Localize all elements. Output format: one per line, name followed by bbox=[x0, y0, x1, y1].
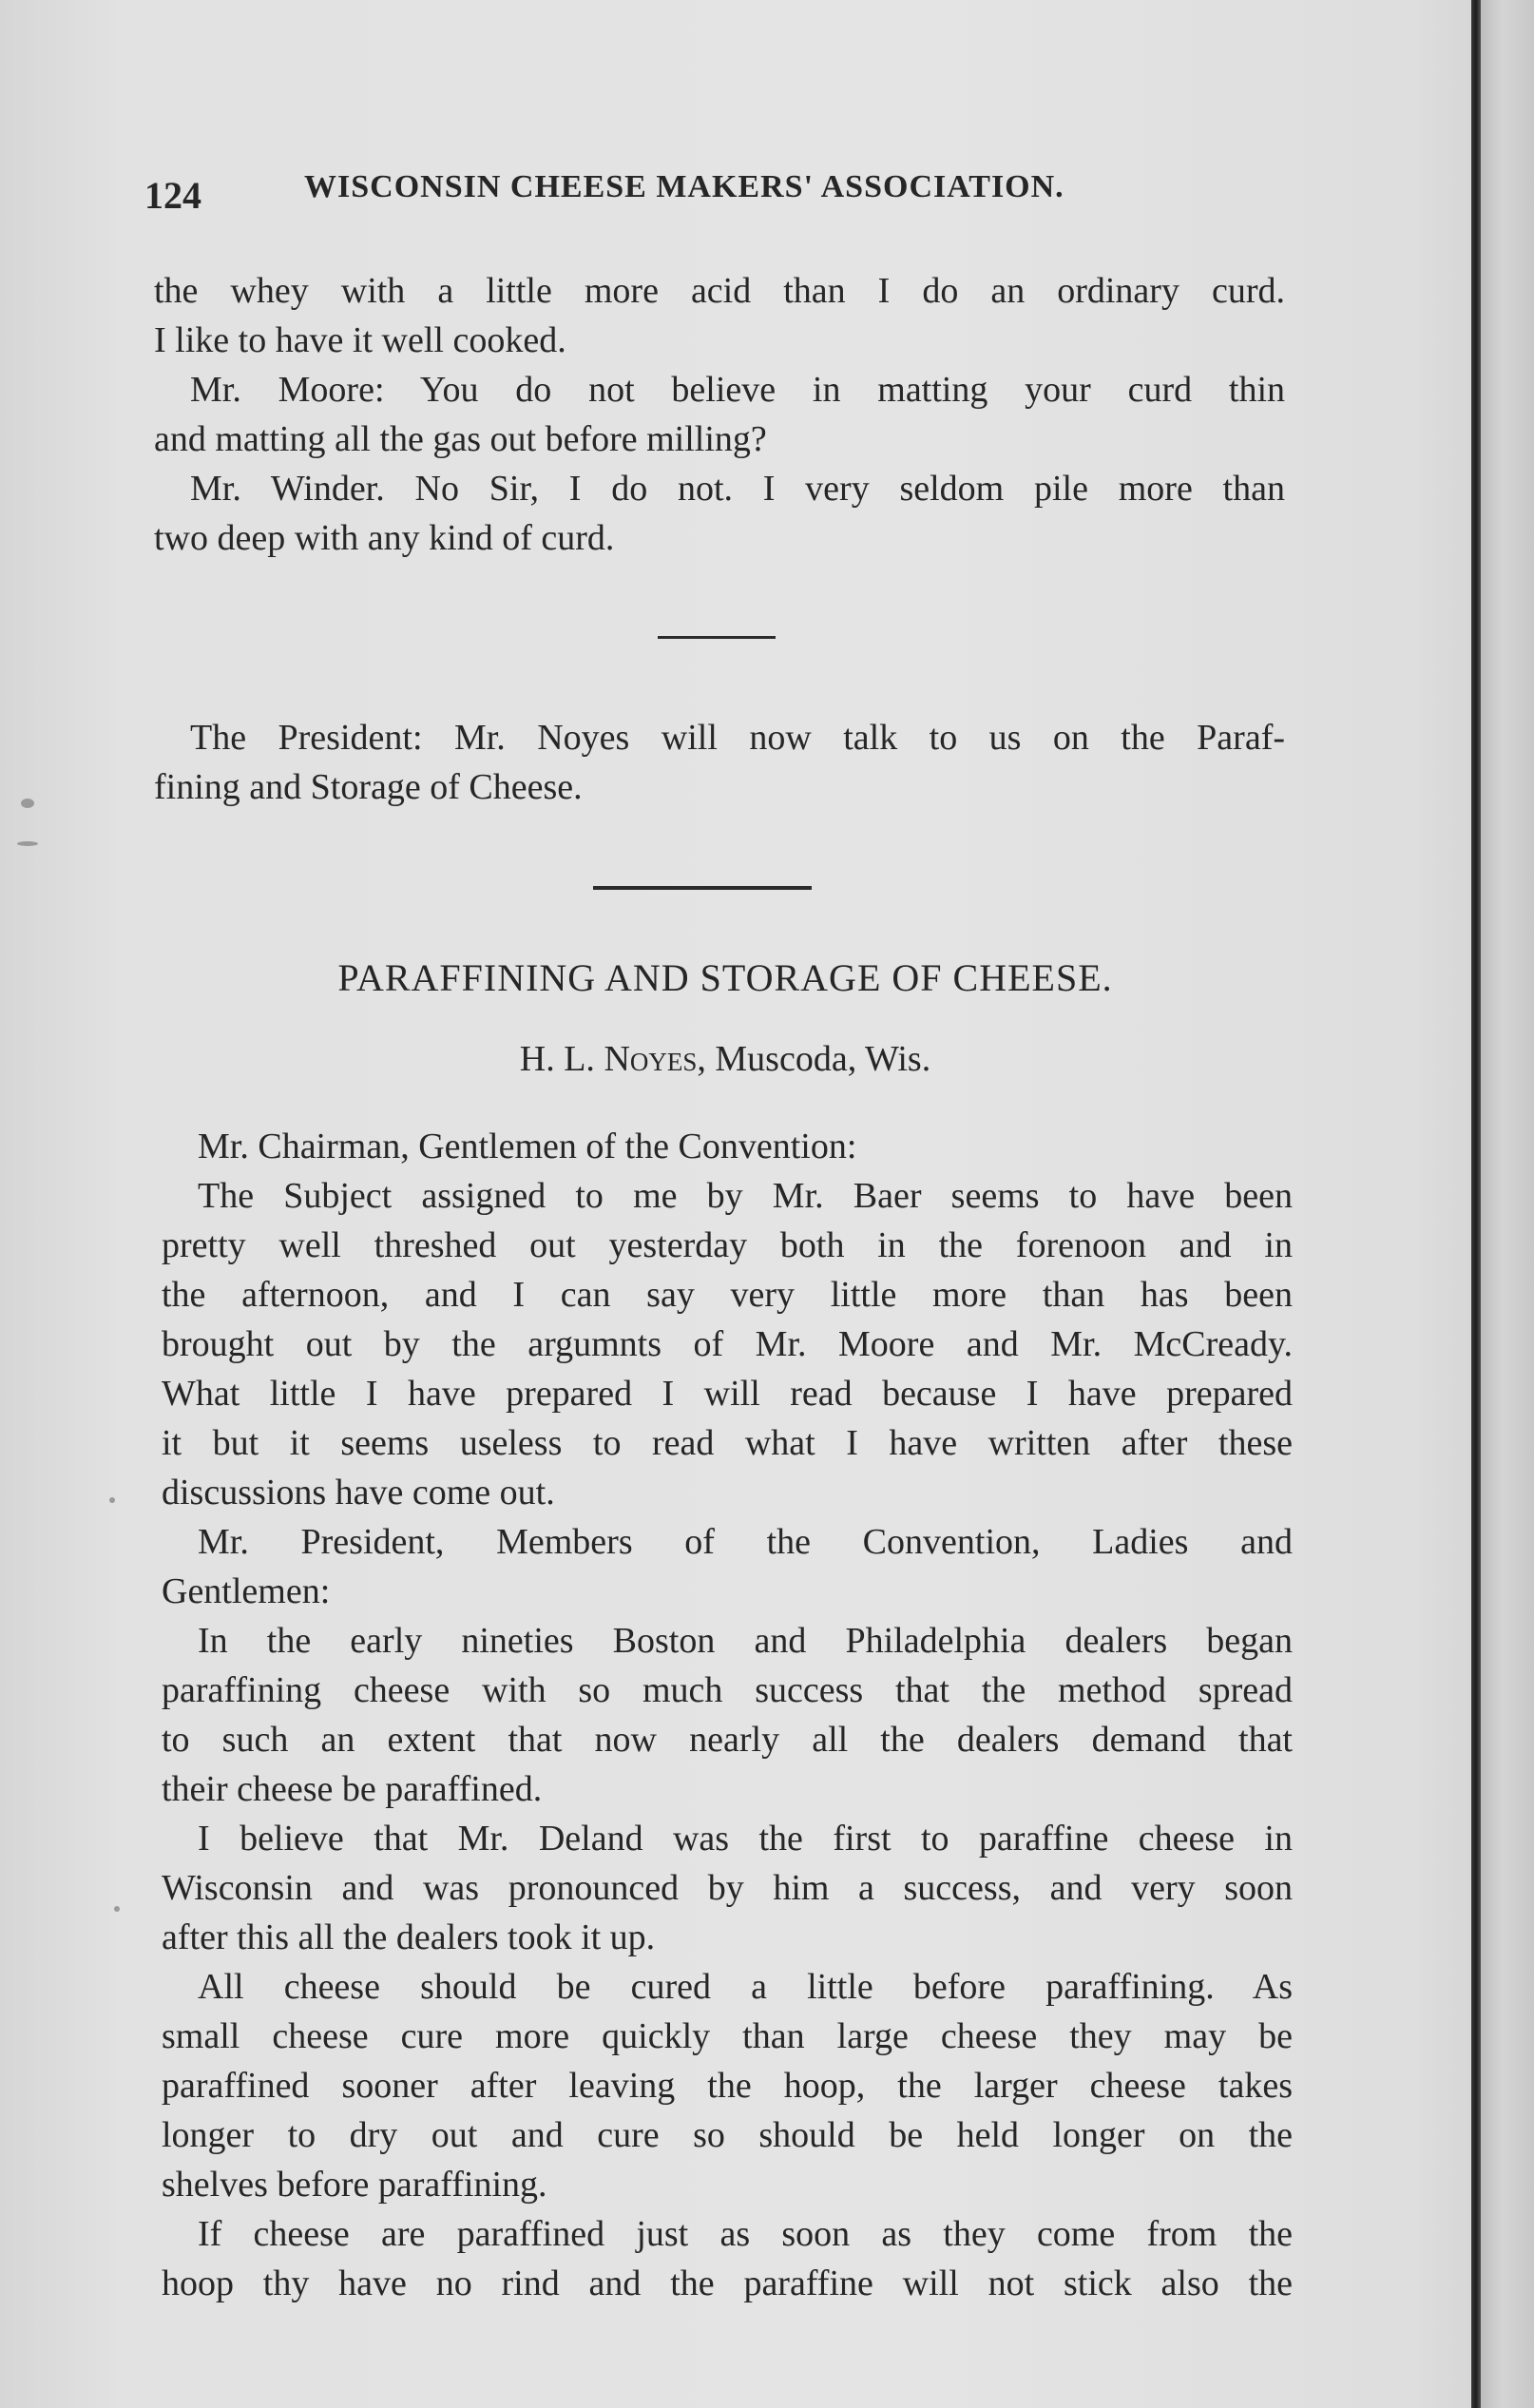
text-line: Mr. Moore: You do not believe in matting your curd thin bbox=[190, 370, 1285, 410]
author-name: Noyes bbox=[604, 1039, 698, 1079]
paper-speck bbox=[21, 799, 34, 808]
text-line: Mr. Winder. No Sir, I do not. I very seldom pile more than bbox=[190, 469, 1285, 509]
text-line: it but it seems useless to read what I have written after these bbox=[162, 1423, 1293, 1463]
text-line: paraffined sooner after leaving the hoop, the larger cheese takes bbox=[162, 2066, 1293, 2106]
text-line: after this all the dealers took it up. bbox=[162, 1917, 656, 1957]
text-line: paraffining cheese with so much success that the method spread bbox=[162, 1670, 1293, 1710]
text-line: Gentlemen: bbox=[162, 1571, 331, 1611]
text-line: and matting all the gas out before milling? bbox=[154, 419, 767, 459]
text-line: hoop thy have no rind and the paraffine will not stick also the bbox=[162, 2264, 1293, 2303]
section-divider-rule bbox=[593, 886, 812, 890]
short-divider-rule bbox=[658, 636, 776, 639]
author-location: , Muscoda, Wis. bbox=[697, 1039, 931, 1079]
author-prefix: H. L. bbox=[519, 1039, 604, 1079]
page-edge bbox=[1481, 0, 1534, 2408]
text-line: What little I have prepared I will read because I have prepared bbox=[162, 1374, 1293, 1414]
page-binding-shadow bbox=[1471, 0, 1481, 2408]
paper-speck bbox=[17, 841, 38, 846]
text-line: In the early nineties Boston and Philadelphia dealers began bbox=[198, 1621, 1293, 1661]
section-title: PARAFFINING AND STORAGE OF CHEESE. bbox=[337, 956, 1113, 999]
page-number: 124 bbox=[144, 174, 201, 217]
text-line: longer to dry out and cure so should be held longer on the bbox=[162, 2115, 1293, 2155]
article-body bbox=[162, 1122, 1293, 2308]
text-line: their cheese be paraffined. bbox=[162, 1769, 543, 1809]
text-line: Wisconsin and was pronounced by him a success, and very soon bbox=[162, 1868, 1293, 1908]
text-line: Mr. Chairman, Gentlemen of the Convention: bbox=[198, 1127, 857, 1166]
text-line: brought out by the argumnts of Mr. Moore and Mr. McCready. bbox=[162, 1324, 1293, 1364]
text-line: the afternoon, and I can say very little more than has been bbox=[162, 1275, 1293, 1315]
paper-speck bbox=[114, 1906, 120, 1912]
text-line: Mr. President, Members of the Convention, Ladies and bbox=[198, 1522, 1293, 1562]
text-line: small cheese cure more quickly than large cheese they may be bbox=[162, 2016, 1293, 2056]
text-line: shelves before paraffining. bbox=[162, 2165, 547, 2205]
author-line bbox=[160, 1038, 1291, 1080]
text-line: The Subject assigned to me by Mr. Baer seems to have been bbox=[198, 1176, 1293, 1216]
text-line: two deep with any kind of curd. bbox=[154, 518, 615, 558]
paper-speck bbox=[109, 1497, 115, 1503]
text-line: If cheese are paraffined just as soon as they come from the bbox=[198, 2214, 1293, 2254]
text-line: All cheese should be cured a little before paraffining. As bbox=[198, 1967, 1293, 2007]
discussion-text bbox=[154, 266, 1285, 563]
text-line: I like to have it well cooked. bbox=[154, 320, 566, 360]
text-line: fining and Storage of Cheese. bbox=[154, 767, 583, 807]
text-line: to such an extent that now nearly all the dealers demand that bbox=[162, 1720, 1293, 1760]
text-line: discussions have come out. bbox=[162, 1473, 555, 1512]
text-line: the whey with a little more acid than I do an ordinary curd. bbox=[154, 271, 1285, 311]
text-line: pretty well threshed out yesterday both in the forenoon and in bbox=[162, 1225, 1293, 1265]
running-head-title: WISCONSIN CHEESE MAKERS' ASSOCIATION. bbox=[304, 169, 1064, 204]
president-remark bbox=[154, 713, 1285, 812]
text-line: The President: Mr. Noyes will now talk to us on the Paraf- bbox=[190, 718, 1285, 758]
text-line: I believe that Mr. Deland was the first to paraffine cheese in bbox=[198, 1819, 1293, 1859]
running-head bbox=[144, 169, 1142, 226]
